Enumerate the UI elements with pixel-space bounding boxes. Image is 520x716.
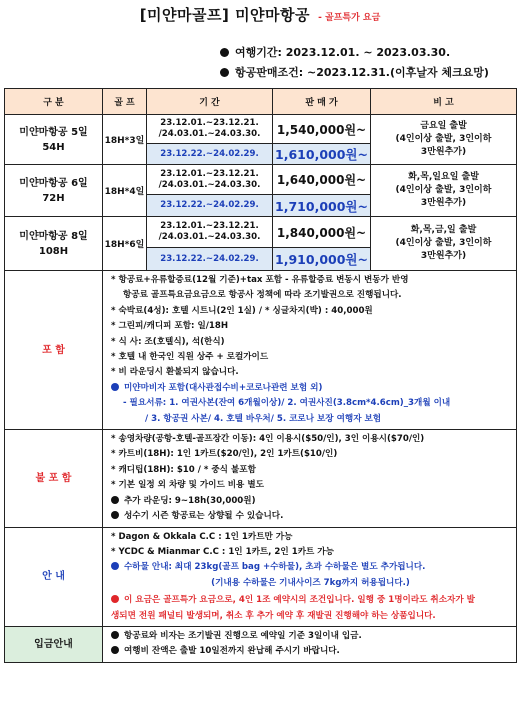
bullet-icon <box>111 646 119 654</box>
note-cell <box>371 165 517 217</box>
guide-line-warning <box>111 593 510 608</box>
include-line: * 비 라운딩시 환불되지 않습니다. <box>111 367 239 378</box>
include-line: * 식 사: 조(호텔식), 석(한식) <box>111 336 225 347</box>
guide-line-baggage <box>111 560 510 575</box>
guide-content <box>103 527 517 626</box>
price-table <box>4 88 517 663</box>
table-row <box>5 217 517 248</box>
note-extra: (4인이상 출발, 3인이하 <box>395 238 492 248</box>
guide-line: (기내용 수하물은 기내사이즈 7kg까지 허용됩니다.) <box>211 577 410 588</box>
include-line: / 3. 항공권 사본/ 4. 호텔 바우처/ 5. 코로나 보장 여행자 보험 <box>145 413 382 424</box>
include-line: - 필요서류: 1. 여권사본(잔여 6개월이상)/ 2. 여권사진(3.8cm*4.6cm)_3개월 이내 <box>123 398 451 409</box>
col-header-category: 구 분 <box>5 89 103 115</box>
travel-period <box>220 44 450 60</box>
guide-line-text: 이 요금은 골프특가 요금으로, 4인 1조 예약시의 조건입니다. 일행 중 1명이라도 취소자가 발 <box>124 595 475 606</box>
exclude-line: * 캐디팁(18H): $10 / * 중식 불포함 <box>111 464 256 475</box>
table-row <box>5 165 517 195</box>
col-header-period: 기 간 <box>147 89 273 115</box>
price-peak: 1,710,000원~ <box>273 195 371 217</box>
include-line: * 숙박료(4성): 호텔 시트니(2인 1실) / * 싱글차지(박) : 40,000원 <box>111 305 373 316</box>
include-line-text: 미얀마비자 포함(대사관접수비+코로나관련 보험 외) <box>124 382 323 393</box>
period-regular-line: 23.12.01.~23.12.21. <box>160 118 259 128</box>
col-header-note: 비 고 <box>371 89 517 115</box>
bullet-icon <box>220 68 229 77</box>
golf-schedule: 18H*3일 <box>103 115 147 165</box>
payment-line-text: 항공료와 비자는 조기발권 진행으로 예약일 기준 3일이내 입금. <box>124 630 362 641</box>
payment-label: 입금안내 <box>5 626 103 662</box>
period-peak: 23.12.22.~24.02.29. <box>147 195 273 217</box>
note-day: 화,목,금,일 출발 <box>410 225 477 235</box>
include-line: * 호텔 내 한국인 직원 상주 + 로컬가이드 <box>111 352 269 363</box>
product-name-cell <box>5 217 103 271</box>
exclude-line-season <box>111 509 510 524</box>
includes-row <box>5 271 517 430</box>
product-hours: 72H <box>42 192 65 204</box>
exclude-line-text: 성수기 시즌 항공료는 상향될 수 있습니다. <box>124 511 284 522</box>
travel-period-text: 여행기간: 2023.12.01. ~ 2023.03.30. <box>235 46 451 59</box>
page-title: [미얀마골프] 미얀마항공 <box>139 6 311 24</box>
product-hours: 108H <box>38 245 69 257</box>
product-name-cell <box>5 115 103 165</box>
period-regular-line: 23.12.01.~23.12.21. <box>160 168 259 179</box>
period-peak: 23.12.22.~24.02.29. <box>147 248 273 271</box>
golf-schedule: 18H*4일 <box>103 165 147 217</box>
guide-line-text: 수하물 안내: 최대 23kg(골프 bag +수하물), 초과 수하물은 별도 추가됩니다. <box>124 562 426 573</box>
includes-label: 포 함 <box>5 271 103 430</box>
exclude-line-extra <box>111 494 510 509</box>
note-day: 금요일 출발 <box>420 121 467 131</box>
page-subtitle: - 골프특가 요금 <box>318 13 381 23</box>
bullet-icon <box>111 383 119 391</box>
payment-row <box>5 626 517 662</box>
price-regular: 1,540,000원~ <box>273 115 371 144</box>
period-regular <box>147 217 273 248</box>
period-regular-line: /24.03.01.~24.03.30. <box>158 232 261 242</box>
sale-condition <box>220 64 489 80</box>
exclude-line: * 기본 일정 외 차량 및 가이드 비용 별도 <box>111 480 264 491</box>
bullet-icon <box>111 496 119 504</box>
page-title-block <box>0 4 520 25</box>
period-regular-line: /24.03.01.~24.03.30. <box>158 179 261 190</box>
include-line: * 항공료+유류할증료(12월 기준)+tax 포함 - 유류할증료 변동시 변동가 반영 <box>111 275 409 285</box>
golf-schedule: 18H*6일 <box>103 217 147 271</box>
period-regular-line: 23.12.01.~23.12.21. <box>160 221 259 231</box>
excludes-label: 불 포 함 <box>5 430 103 527</box>
price-regular: 1,840,000원~ <box>273 217 371 248</box>
bullet-icon <box>111 511 119 519</box>
payment-line <box>111 629 510 644</box>
table-row <box>5 115 517 144</box>
period-regular <box>147 165 273 195</box>
include-line-visa <box>111 381 510 396</box>
includes-content <box>103 271 517 430</box>
exclude-line-text: 추가 라운딩: 9~18h(30,000원) <box>124 495 256 506</box>
price-peak: 1,610,000원~ <box>273 144 371 165</box>
payment-line <box>111 644 510 659</box>
guide-line: * YCDC & Mianmar C.C : 1인 1카트, 2인 1카트 가능 <box>111 546 334 557</box>
bullet-icon <box>111 562 119 570</box>
table-header-row <box>5 89 517 115</box>
product-name-cell <box>5 165 103 217</box>
note-extra2: 3만원추가) <box>420 251 467 261</box>
note-extra: (4인이상 출발, 3인이하 <box>395 134 492 144</box>
sale-condition-text: 항공판매조건: ~2023.12.31.(이후날자 체크요망) <box>235 66 489 79</box>
col-header-price: 판 매 가 <box>273 89 371 115</box>
price-peak: 1,910,000원~ <box>273 248 371 271</box>
bullet-icon <box>220 48 229 57</box>
note-cell <box>371 217 517 271</box>
exclude-line: * 송영차량(공항-호텔-골프장간 이동): 4인 이용시($50/인), 3인 이용시($70/인) <box>111 434 425 445</box>
period-regular <box>147 115 273 144</box>
product-name: 미얀마항공 6일 <box>19 177 88 189</box>
product-hours: 54H <box>42 141 65 153</box>
note-extra: (4인이상 출발, 3인이하 <box>395 185 492 195</box>
period-regular-line: /24.03.01.~24.03.30. <box>158 129 261 139</box>
exclude-line: * 카트비(18H): 1인 1카트($20/인), 2인 1카트($10/인) <box>111 449 338 460</box>
period-peak: 23.12.22.~24.02.29. <box>147 144 273 165</box>
payment-line-text: 여행비 잔액은 출발 10일전까지 완납해 주시기 바랍니다. <box>124 646 340 657</box>
note-cell <box>371 115 517 165</box>
guide-line: * Dagon & Okkala C.C : 1인 1카트만 가능 <box>111 531 293 542</box>
note-day: 화,목,일요일 출발 <box>408 172 479 182</box>
product-name: 미얀마항공 5일 <box>19 126 88 138</box>
note-extra2: 3만원추가) <box>420 198 467 208</box>
guide-line: 생되면 전원 패널티 발생되며, 취소 후 추가 예약 후 재발권 진행해야 하는 상품입니다. <box>111 610 436 621</box>
excludes-row <box>5 430 517 527</box>
payment-content <box>103 626 517 662</box>
include-line: * 그린피/캐디피 포함: 일/18H <box>111 321 229 332</box>
excludes-content <box>103 430 517 527</box>
bullet-icon <box>111 595 119 603</box>
guide-label: 안 내 <box>5 527 103 626</box>
include-line: 항공료 골프특요금요금으로 항공사 정책에 따라 조기발권으로 진행됩니다. <box>123 290 402 301</box>
bullet-icon <box>111 631 119 639</box>
col-header-golf: 골 프 <box>103 89 147 115</box>
note-extra2: 3만원추가) <box>420 147 467 157</box>
product-name: 미얀마항공 8일 <box>19 230 88 242</box>
guide-row <box>5 527 517 626</box>
price-regular: 1,640,000원~ <box>273 165 371 195</box>
